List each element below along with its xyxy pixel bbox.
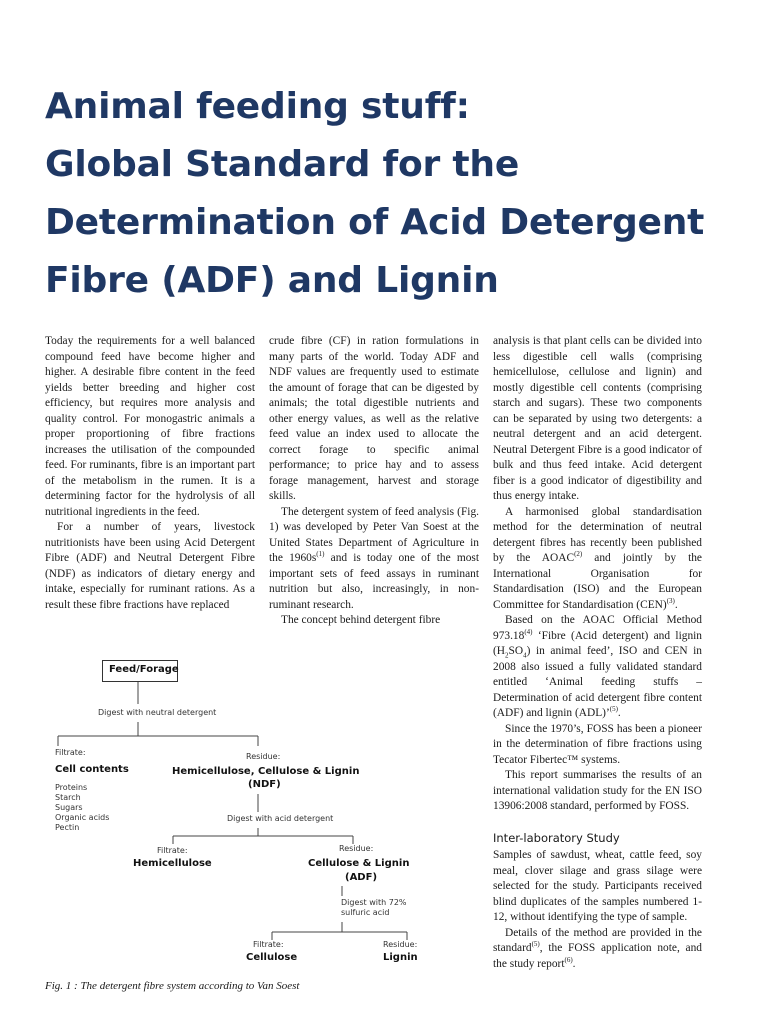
text-run: , the FOSS application note, and the study report bbox=[493, 942, 702, 970]
text-column-1 bbox=[45, 334, 255, 613]
citation: (1) bbox=[316, 550, 325, 559]
diagram-connectors bbox=[40, 652, 460, 972]
text-run: . bbox=[617, 707, 621, 719]
cell-contents-label: Cell contents bbox=[55, 764, 129, 775]
adf-abbr: (ADF) bbox=[345, 872, 378, 883]
lignin-label: Lignin bbox=[383, 952, 418, 963]
paragraph: Samples of sawdust, wheat, cattle feed, soy meal, clover silage and grass silage were selected for the study. Participants received blind duplicates of the samples numbered 1-12, without identifying the type of sample. bbox=[493, 849, 702, 923]
citation: (4) bbox=[524, 627, 533, 636]
text-run: SO bbox=[508, 645, 524, 657]
cell-contents-item: Starch bbox=[55, 793, 81, 802]
paragraph: For a number of years, livestock nutritionists have been using Acid Detergent Fibre (ADF) and Neutral Detergent Fibre (NDF) as indicators of dietary energy and intake, especially for ruminant rations. As a result these fibre fractions have replaced bbox=[45, 521, 255, 611]
step-sulfuric-acid: Digest with 72% bbox=[341, 898, 407, 907]
figure-caption: Fig. 1 : The detergent fibre system according to Van Soest bbox=[45, 980, 300, 992]
paragraph bbox=[493, 926, 702, 973]
cell-contents-item: Pectin bbox=[55, 823, 80, 832]
cell-contents-item: Proteins bbox=[55, 783, 88, 792]
citation: (6) bbox=[564, 955, 573, 964]
ndf-residue-label: Hemicellulose, Cellulose & Lignin bbox=[172, 766, 360, 777]
step-acid-detergent: Digest with acid detergent bbox=[227, 814, 334, 823]
paragraph: crude fibre (CF) in ration formulations in many parts of the world. Today ADF and NDF values are frequently used to estimate the amount of forage that can be digested by animals; the total digestible nutrients and other energy values, as well as the relative feed value an index used to allocate the correct forage to specific animal performance; to price hay and to assess forage management, harvest and storage skills. bbox=[269, 335, 479, 502]
citation: (2) bbox=[574, 550, 583, 559]
residue-tag: Residue: bbox=[339, 844, 374, 853]
text-run: ) in animal feed’, ISO and CEN in 2008 also issued a fully validated standard entitled ‘Animal feeding stuffs – Determination of acid detergent fibre content (ADF) and lignin (ADL)’ bbox=[493, 645, 702, 719]
filtrate-tag: Filtrate: bbox=[55, 748, 86, 757]
article-title bbox=[45, 78, 735, 310]
text-run: . bbox=[572, 957, 576, 970]
paragraph: This report summarises the results of an international validation study for the EN ISO 13906:2008 standard, performed by FOSS. bbox=[493, 769, 702, 812]
paragraph bbox=[269, 505, 479, 614]
title-line: Global Standard for the bbox=[45, 144, 520, 185]
title-line: Determination of Acid Detergent bbox=[45, 202, 705, 243]
adf-residue-label: Cellulose & Lignin bbox=[308, 858, 410, 869]
paragraph: The concept behind detergent fibre bbox=[281, 614, 441, 626]
text-run: Based on the AOAC Official Method 973.18 bbox=[493, 614, 702, 642]
feed-forage-label: Feed/Forage bbox=[109, 664, 179, 675]
citation: (3) bbox=[666, 596, 675, 605]
cell-contents-item: Organic acids bbox=[55, 813, 110, 822]
section-heading: Inter-laboratory Study bbox=[493, 830, 620, 845]
paragraph bbox=[493, 505, 702, 614]
text-run: and jointly by the International Organisation for Standardisation (ISO) and the European Committee for Standardisation (CEN) bbox=[493, 552, 702, 611]
text-run: A harmonised global standardisation method for the determination of neutral detergent fibres has recently been published by the AOAC bbox=[493, 505, 702, 564]
paragraph: Today the requirements for a well balanced compound feed have become higher and higher. A desirable fibre content in the feed yields better breeding and higher cost efficiency, but requires more analysis and quality control. For monogastric animals a proper proportioning of fibre fractions increases the utilisation of the compounded feed. For ruminants, fibre is an important part of the metabolism in the rumen. It is a determining factor for the hydrolysis of all nutritional ingredients in the feed. bbox=[45, 335, 255, 518]
text-column-3 bbox=[493, 334, 702, 972]
cell-contents-item: Sugars bbox=[55, 803, 83, 812]
paragraph bbox=[493, 613, 702, 722]
text-run: The detergent system of feed analysis (Fig. 1) was developed by Peter Van Soest at the United States Department of Agriculture in the 1960s bbox=[269, 505, 479, 564]
ndf-abbr: (NDF) bbox=[248, 779, 281, 790]
subscript: 4 bbox=[523, 651, 527, 660]
text-run: . bbox=[674, 598, 678, 611]
text-run: ‘Fibre (Acid detergent) and lignin (H bbox=[493, 629, 702, 657]
paragraph: Since the 1970’s, FOSS has been a pioneer in the determination of fibre fractions using Tecator Fibertec™ systems. bbox=[493, 722, 702, 766]
step-neutral-detergent: Digest with neutral detergent bbox=[98, 708, 217, 717]
filtrate-tag: Filtrate: bbox=[253, 940, 284, 949]
fibre-system-diagram bbox=[40, 652, 460, 972]
subscript: 2 bbox=[505, 651, 509, 660]
hemicellulose-label: Hemicellulose bbox=[133, 858, 212, 869]
text-run: Details of the method are provided in the standard bbox=[493, 926, 702, 954]
text-column-2 bbox=[269, 334, 479, 629]
residue-tag: Residue: bbox=[246, 752, 281, 761]
feed-forage-box bbox=[102, 660, 178, 682]
citation: (5) bbox=[609, 705, 618, 714]
text-run: and is today one of the most important sets of feed assays in ruminant nutrition but also, increasingly, in non-ruminant research. bbox=[269, 552, 479, 611]
cellulose-label: Cellulose bbox=[246, 952, 298, 963]
title-line: Animal feeding stuff: bbox=[45, 86, 470, 127]
filtrate-tag: Filtrate: bbox=[157, 846, 188, 855]
step-sulfuric-acid: sulfuric acid bbox=[341, 908, 390, 917]
citation: (5) bbox=[531, 940, 540, 949]
residue-tag: Residue: bbox=[383, 940, 418, 949]
title-line: Fibre (ADF) and Lignin bbox=[45, 260, 499, 301]
paragraph: analysis is that plant cells can be divided into less digestible cell walls (comprising hemicellulose, cellulose and lignin) and mostly digestible cell contents (comprising starch and sugars). These two components can be separated by using two detergents: a neutral detergent and an acid detergent. Neutral Detergent Fibre is a good indicator of bulk and thus feed intake. Acid detergent fiber is a good indicator of digestibility and thus energy intake. bbox=[493, 335, 702, 502]
